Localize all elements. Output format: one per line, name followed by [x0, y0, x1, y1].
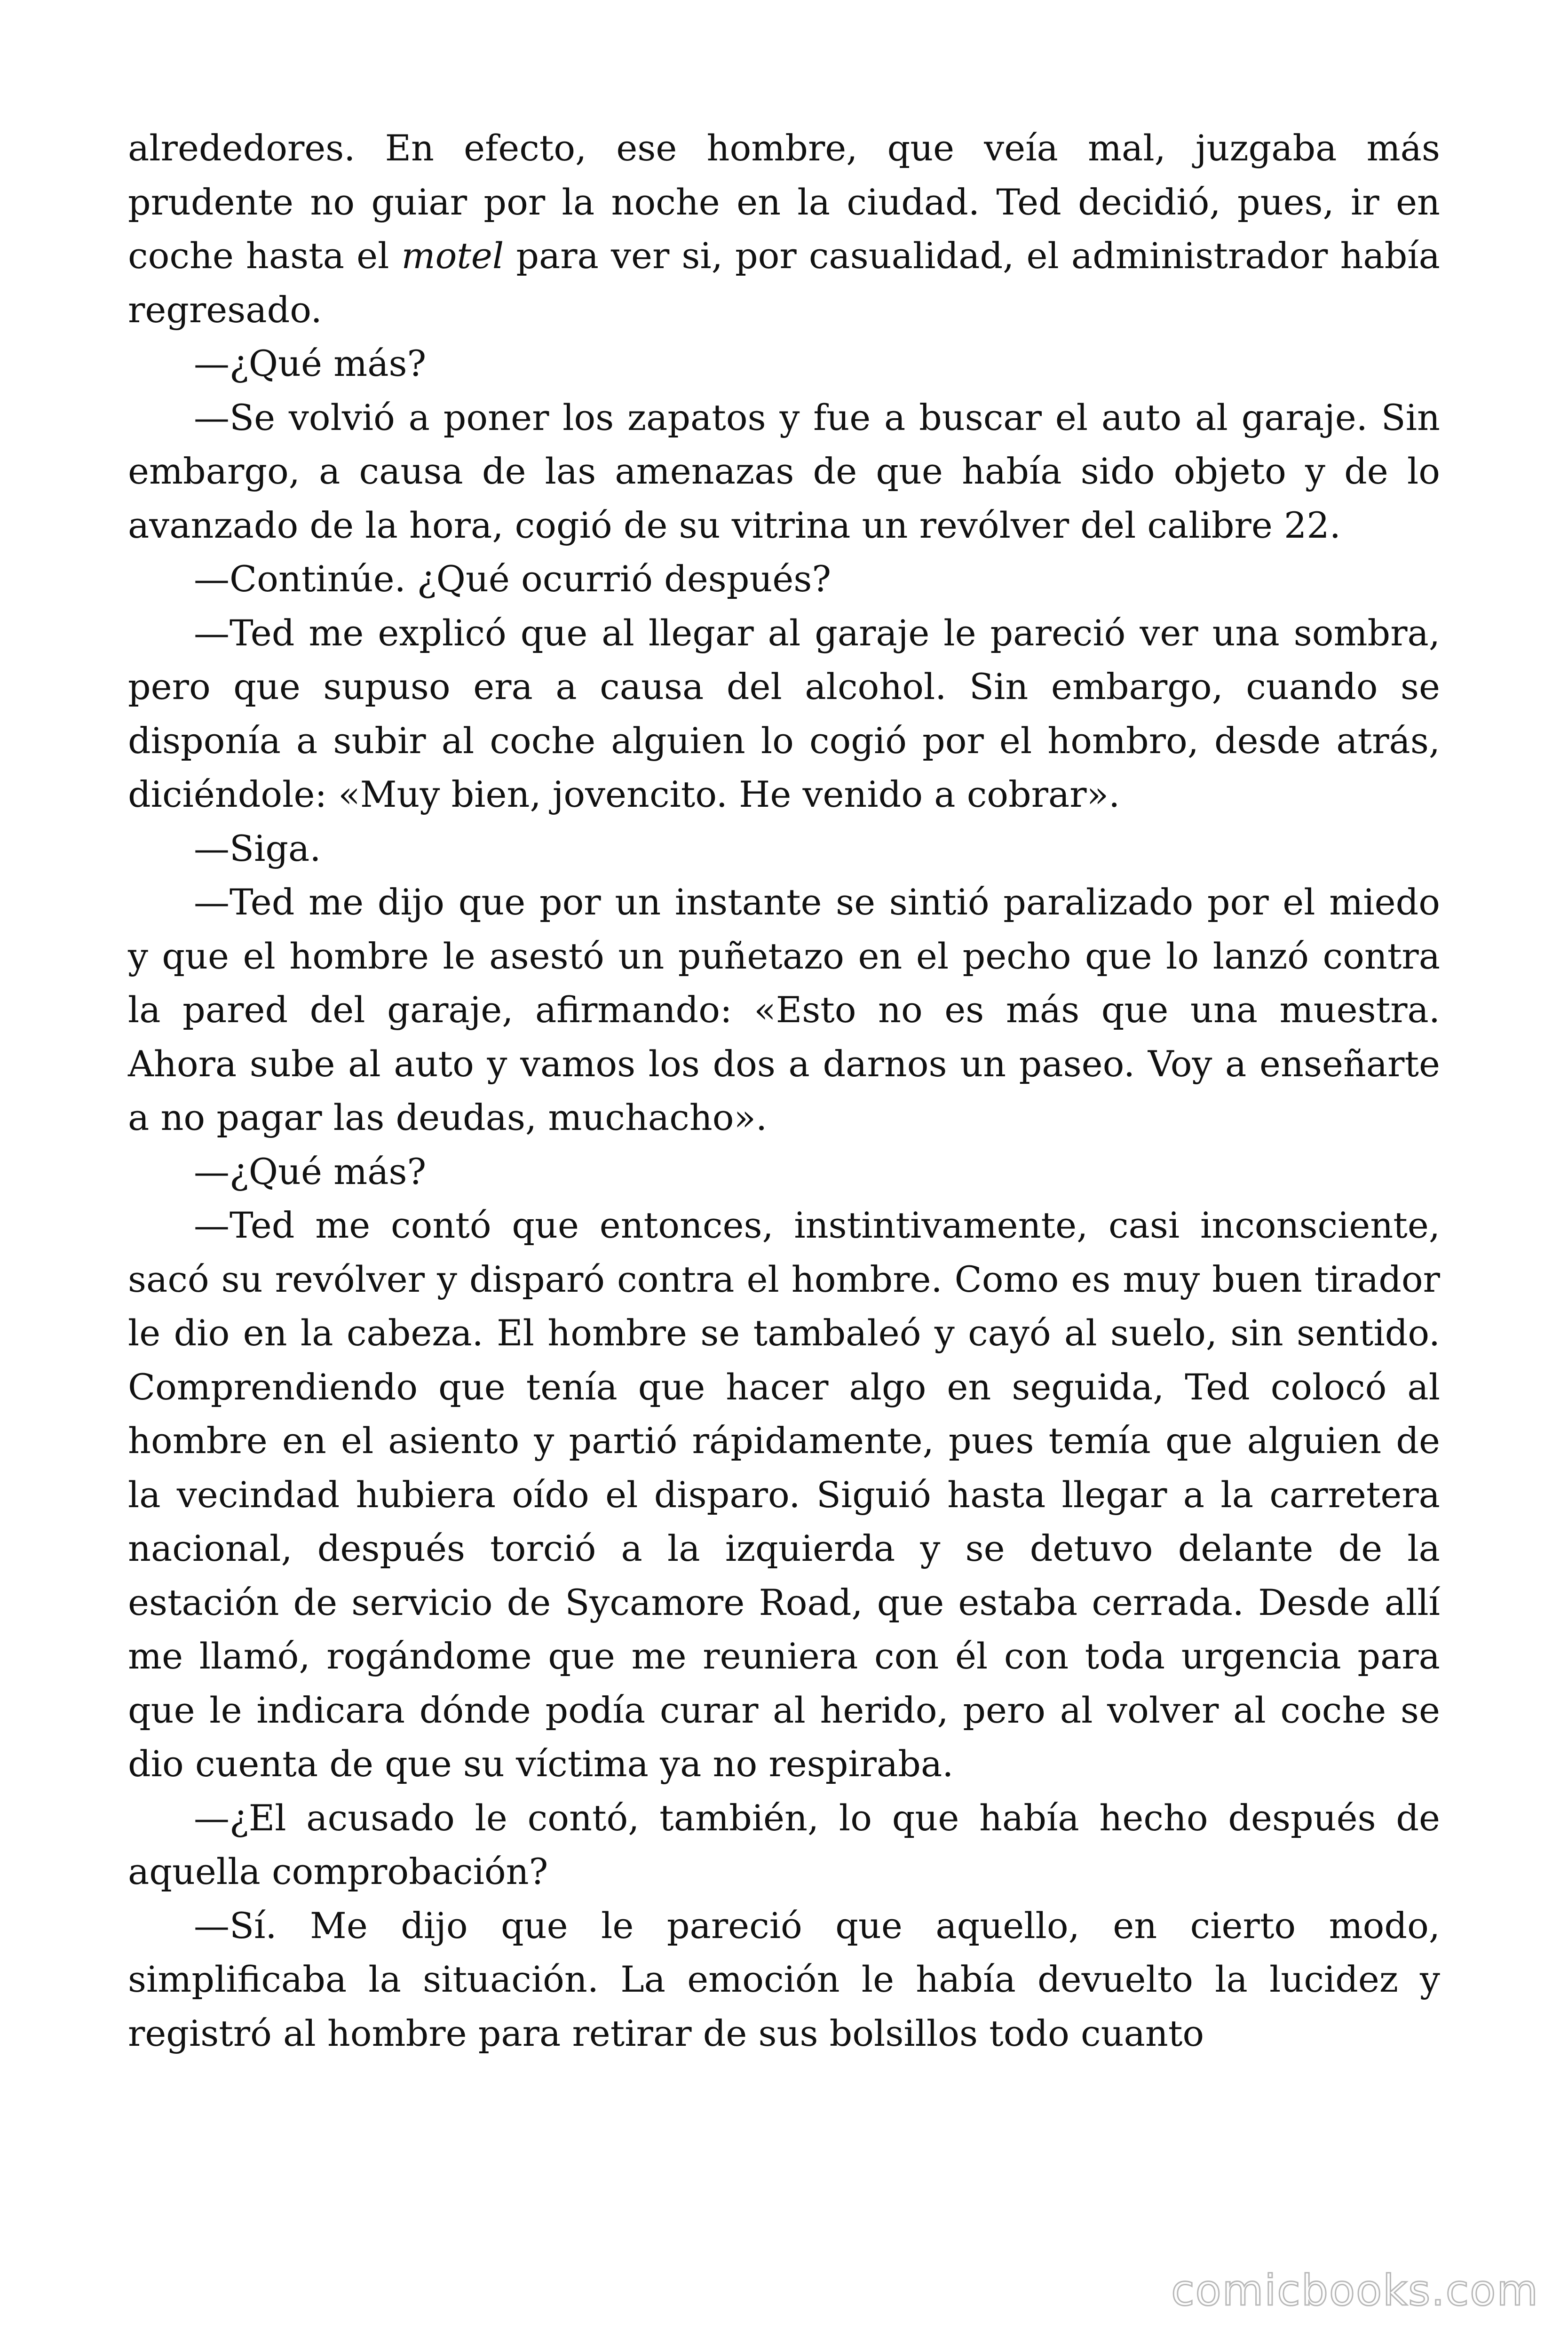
paragraph: —Sí. Me dijo que le pareció que aquello, en cierto modo, simplificaba la situación. La emoción le había devuelto la lucidez y registró al hombre para retirar de sus bolsillos todo cuanto [128, 1904, 1440, 2054]
paragraph: —¿El acusado le contó, también, lo que había hecho después de aquella comprobación? [128, 1796, 1440, 1892]
body-text [128, 121, 1440, 2060]
italic-word: motel [401, 235, 504, 277]
paragraph: —Siga. [194, 827, 321, 869]
paragraph: —Ted me contó que entonces, instintivamente, casi inconsciente, sacó su revólver y disparó contra el hombre. Como es muy buen tirador le dio en la cabeza. El hombre se tambaleó y cayó al suelo, sin sentido. Comprendiendo que tenía que hacer algo en seguida, Ted colocó al hombre en el asiento y partió rápidamente, pues temía que alguien de la vecindad hubiera oído el disparo. Siguió hasta llegar a la carretera nacional, después torció a la izquierda y se detuvo delante de la estación de servicio de Sycamore Road, que estaba cerrada. Desde allí me llamó, rogándome que me reuniera con él con toda urgencia para que le indicara dónde podía curar al herido, pero al volver al coche se dio cuenta de que su víctima ya no respiraba. [128, 1204, 1440, 1785]
paragraph: —Se volvió a poner los zapatos y fue a buscar el auto al garaje. Sin embargo, a causa de las amenazas de que había sido objeto y de lo avanzado de la hora, cogió de su vitrina un revólver del calibre 22. [128, 396, 1440, 546]
paragraph: —¿Qué más? [194, 342, 427, 384]
watermark: comicbooks.com [1171, 2266, 1539, 2315]
paragraph: —Ted me dijo que por un instante se sintió paralizado por el miedo y que el hombre le asestó un puñetazo en el pecho que lo lanzó contra la pared del garaje, afirmando: «Esto no es más que una muestra. Ahora sube al auto y vamos los dos a darnos un paseo. Voy a enseñarte a no pagar las deudas, muchacho». [128, 881, 1440, 1138]
paragraph: —Ted me explicó que al llegar al garaje le pareció ver una sombra, pero que supuso era a causa del alcohol. Sin embargo, cuando se disponía a subir al coche alguien lo cogió por el hombro, desde atrás, diciéndole: «Muy bien, jovencito. He venido a cobrar». [128, 612, 1440, 815]
paragraph: —Continúe. ¿Qué ocurrió después? [194, 558, 832, 600]
paragraph: alrededores. En efecto, ese hombre, que veía mal, juzgaba más prudente no guiar por la noche en la ciudad. Ted decidió, pues, ir en coche hasta el motel para ver si, por casualidad, el administrador había regresado. [128, 127, 1440, 331]
paragraph: —¿Qué más? [194, 1150, 427, 1192]
